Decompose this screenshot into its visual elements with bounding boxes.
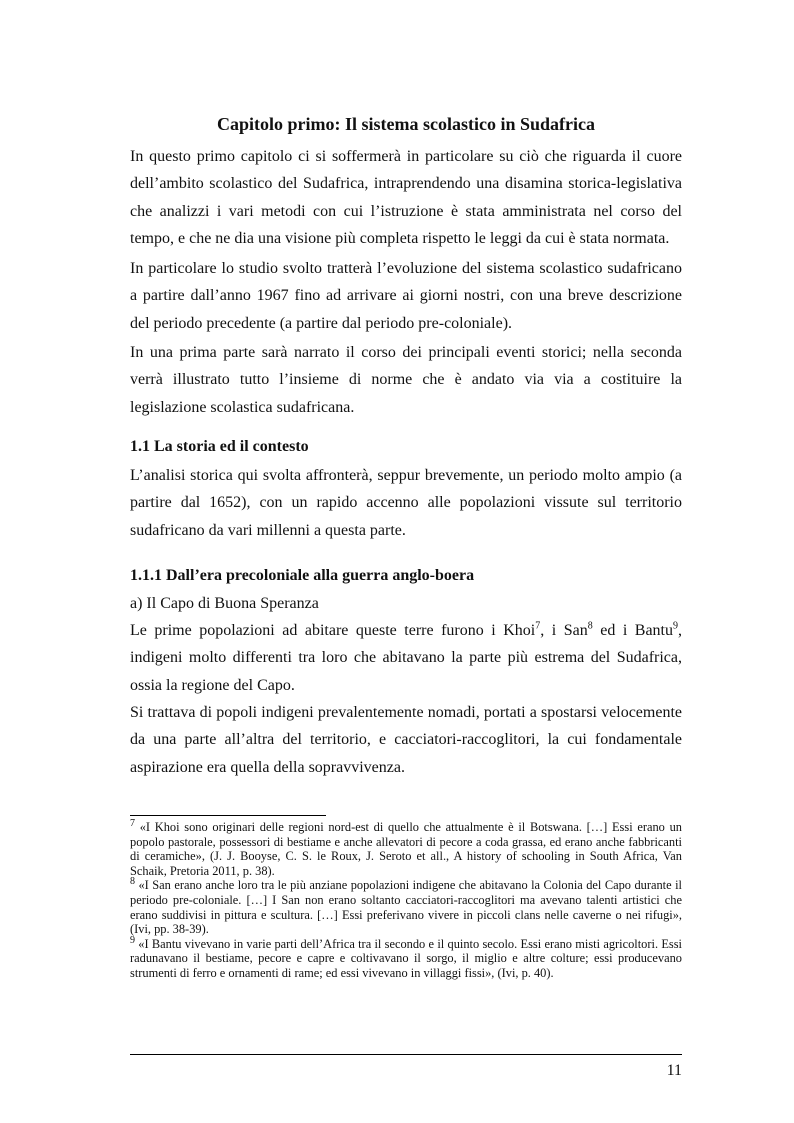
footnotes: [130, 817, 682, 981]
footnote-text: «I San erano anche loro tra le più anziane popolazioni indigene che abitavano la Colonia del Capo durante il periodo pre-coloniale. […] I San non erano soltanto cacciatori-raccoglitori ma avevano talenti artistici che erano suddivisi in pittura e scultura. […] Essi preferivano vivere in piccoli clans nelle caverne o nei rifugi», (Ivi, pp. 38-39).: [130, 878, 682, 937]
intro-paragraph-3: In una prima parte sarà narrato il corso dei principali eventi storici; nella seconda verrà illustrato tutto l’insieme di norme che è andato via via a costituire la legislazione scolastica sudafricana.: [130, 344, 682, 416]
p1-text-b: , i San: [540, 622, 588, 639]
section-heading-1-1: 1.1 La storia ed il contesto: [130, 438, 309, 455]
footnote-text: «I Bantu vivevano in varie parti dell’Africa tra il secondo e il quinto secolo. Essi erano misti agricoltori. Essi radunavano il bestiame, pecore e capre e coltivavano il sorgo, il miglio e altre colture; essi producevano strumenti di ferro e ornamenti di rame; ed essi vivevano in villaggi fissi», (Ivi, p. 40).: [130, 936, 682, 980]
section-1-1-1-paragraph-2: Si trattava di popoli indigeni prevalentemente nomadi, portati a spostarsi velocemente da una parte all’altra del territorio, e cacciatori-raccoglitori, la cui fondamentale aspirazione era quella della sopravvivenza.: [130, 704, 682, 776]
footnote-8: [130, 878, 682, 936]
subsection-heading: a) Il Capo di Buona Speranza: [130, 595, 319, 612]
section-1-1-paragraph: L’analisi storica qui svolta affronterà, seppur brevemente, un periodo molto ampio (a partire dal 1652), con un rapido accenno alle popolazioni vissute sul territorio sudafricano da vari millenni a questa parte.: [130, 467, 682, 539]
intro-paragraph-2: In particolare lo studio svolto tratterà l’evoluzione del sistema scolastico sudafricano a partire dall’anno 1967 fino ad arrivare ai giorni nostri, con una breve descrizione del periodo precedente (a partire dal periodo pre-coloniale).: [130, 260, 682, 332]
intro-paragraph-1: In questo primo capitolo ci si soffermerà in particolare su ciò che riguarda il cuore dell’ambito scolastico del Sudafrica, intraprendendo una disamina storica-legislativa che analizzi i vari metodi con cui l’istruzione è stata amministrata nel corso del tempo, e che ne dia una visione più completa rispetto le leggi da cui è stata normata.: [130, 148, 682, 247]
footnote-text: «I Khoi sono originari delle regioni nord-est di quello che attualmente è il Botswana. […] Essi erano un popolo pastorale, possessori di bestiame e anche allevatori di pecore a coda grassa, ed erano anche fabbricanti di ceramiche», (J. J. Booyse, C. S. le Roux, J. Seroto et all., A history of schooling in South Africa, Van Schaik, Pretoria 2011, p. 38).: [130, 820, 682, 878]
footnote-9: [130, 934, 682, 981]
page-number: 11: [666, 1062, 682, 1079]
footnote-ref-9: 9: [673, 620, 678, 632]
p1-text-d: , indigeni molto differenti tra loro che abitavano la parte più estrema del Sudafrica, ossia la regione del Capo.: [130, 622, 682, 694]
p1-text-c: ed i Bantu: [592, 622, 673, 639]
footnote-number: 8: [130, 876, 135, 888]
footer-rule: [130, 1054, 682, 1055]
footnote-ref-8: 8: [587, 620, 593, 632]
footnote-number: 7: [130, 817, 135, 829]
chapter-title: Capitolo primo: Il sistema scolastico in Sudafrica: [217, 114, 595, 134]
section-heading-1-1-1: 1.1.1 Dall’era precoloniale alla guerra anglo-boera: [130, 567, 475, 584]
footnote-number: 9: [130, 934, 135, 946]
p1-text-a: Le prime popolazioni ad abitare queste terre furono i Khoi: [130, 622, 536, 639]
footnote-ref-7: 7: [535, 620, 541, 632]
section-1-1-1-paragraph-1: [130, 617, 682, 699]
footnote-7: [130, 817, 682, 878]
footnote-separator: [130, 815, 326, 816]
